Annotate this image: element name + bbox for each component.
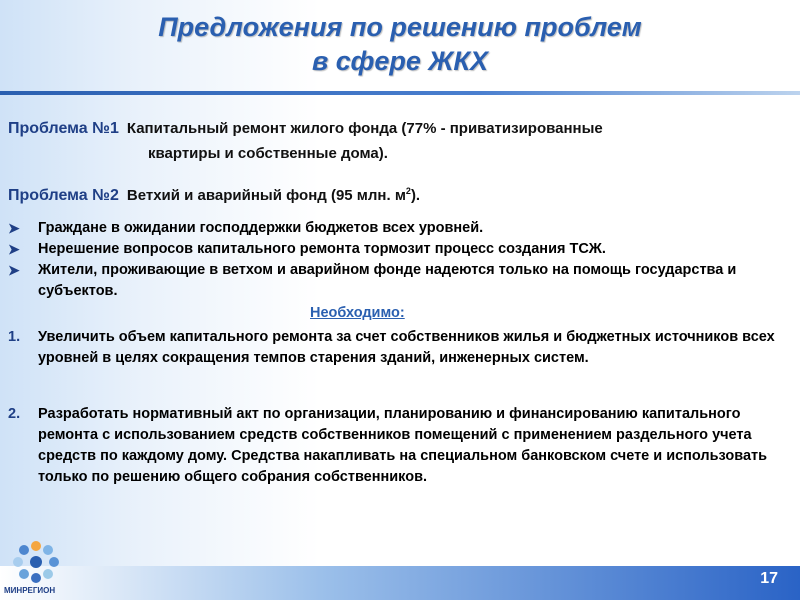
bullet-text: Граждане в ожидании господдержки бюджетов всех уровней. xyxy=(38,220,484,236)
problem-2-label: Проблема №2 xyxy=(8,187,119,204)
list-item xyxy=(8,327,798,369)
problem-2-text-main: Ветхий и аварийный фонд (95 млн. м xyxy=(126,187,406,204)
bullet-text: Жители, проживающие в ветхом и аварийном фонде надеются только на помощь государства и субъектов. xyxy=(38,262,737,299)
title-line-2: в сфере ЖКХ xyxy=(311,46,489,76)
action-text: Увеличить объем капитального ремонта за счет собственников жилья и бюджетных источников всех уровней в целях сокращения темпов старения зданий, инженерных систем. xyxy=(38,329,775,366)
arrow-bullet-icon: ➤ xyxy=(8,241,20,257)
action-text: Разработать нормативный акт по организации, планированию и финансированию капитального ремонта с использованием средств собственников помещений с применением раздельного учета средств по каждому дому. Средства накапливать на специальном банковском счете и использовать только по решению общего собрания собственников. xyxy=(38,406,768,485)
issues-list xyxy=(8,218,793,302)
action-number: 2. xyxy=(8,406,21,422)
problem-1-label: Проблема №1 xyxy=(8,120,119,137)
action-number: 1. xyxy=(8,329,21,345)
bullet-text: Нерешение вопросов капитального ремонта тормозит процесс создания ТСЖ. xyxy=(38,241,606,257)
problem-1 xyxy=(8,120,603,138)
footer-bar xyxy=(0,566,800,600)
problem-1-text: Капитальный ремонт жилого фонда (77% - приватизированные xyxy=(126,120,603,137)
problem-2-text xyxy=(127,187,420,204)
presentation-icon xyxy=(610,538,640,568)
arrow-bullet-icon: ➤ xyxy=(8,262,20,278)
problem-2 xyxy=(8,186,420,205)
title-line-1: Предложения по решению проблем xyxy=(158,12,642,42)
title-divider xyxy=(0,91,800,95)
action-2 xyxy=(8,404,798,488)
watermark-text: MyShared xyxy=(645,535,769,566)
logo-text: МИНРЕГИОН xyxy=(4,586,56,595)
list-item xyxy=(8,218,793,239)
problem-2-text-end: ). xyxy=(410,187,421,204)
slide-title xyxy=(0,10,800,78)
need-heading: Необходимо: xyxy=(310,305,405,321)
list-item xyxy=(8,239,793,260)
page-number: 17 xyxy=(760,570,778,587)
list-item xyxy=(8,404,798,488)
list-item xyxy=(8,260,793,302)
problem-2-superscript: 2 xyxy=(405,186,411,196)
action-1 xyxy=(8,327,798,369)
problem-1-text-continued: квартиры и собственные дома). xyxy=(148,145,388,162)
arrow-bullet-icon: ➤ xyxy=(8,220,20,236)
